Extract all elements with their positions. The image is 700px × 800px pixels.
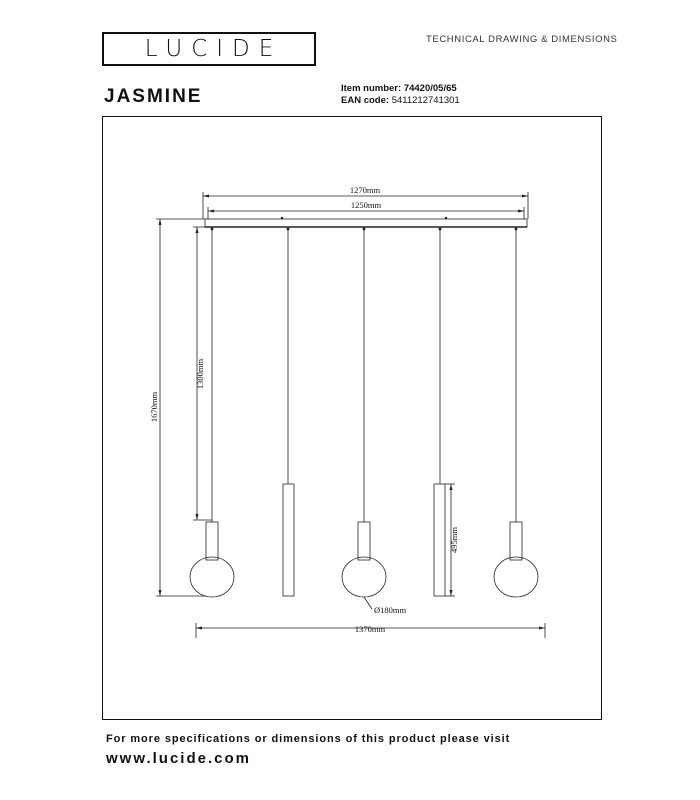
product-name: JASMINE [104,86,203,107]
item-number-label: Item number: [341,83,402,94]
label-globe-diameter: Ø180mm [374,605,407,615]
diameter-leader [364,597,372,609]
ean-code-value: 5411212741301 [391,95,460,106]
tube-pendant-2 [283,484,294,596]
label-canopy-outer: 1270mm [349,185,381,195]
tube-pendant-4 [434,484,445,596]
ean-code-label: EAN code: [341,95,390,106]
section-title: TECHNICAL DRAWING & DIMENSIONS [426,34,618,45]
globe-3 [342,557,386,597]
label-canopy-inner: 1250mm [350,200,382,210]
globe-neck-1 [206,522,218,560]
label-total-width: 1370mm [354,624,386,634]
footer-text: For more specifications or dimensions of this product please visit [106,733,511,745]
globe-5 [494,557,538,597]
label-total-height: 1670mm [149,391,159,423]
globe-neck-3 [358,522,370,560]
globe-1 [190,557,234,597]
label-cable-length: 1300mm [195,358,205,390]
brand-logo-text: LUCIDE [144,36,283,62]
footer-url[interactable]: www.lucide.com [106,750,251,767]
item-number-value: 74420/05/65 [403,83,457,94]
globe-neck-5 [510,522,522,560]
canopy-bar [205,219,527,227]
label-tube-height: 495mm [449,527,459,553]
